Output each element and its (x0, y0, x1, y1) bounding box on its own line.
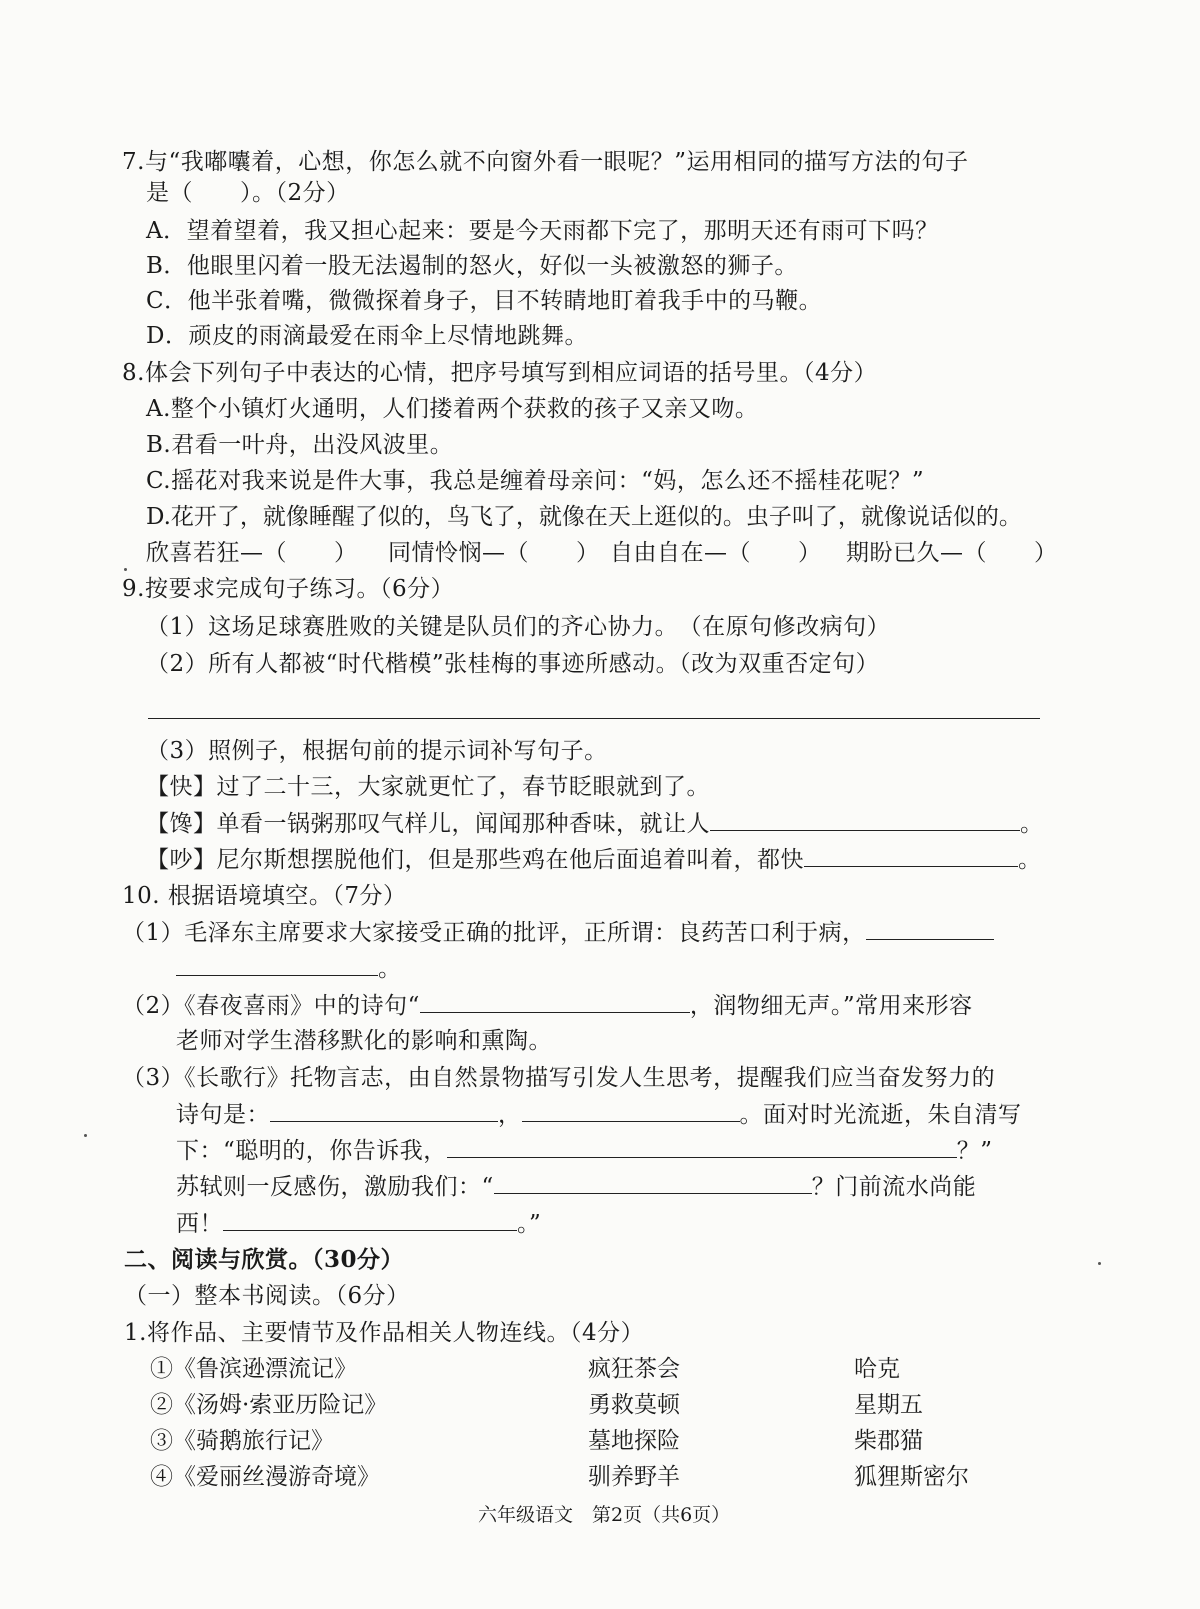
q8-option-b: B.君看一叶舟，出没风波里。 (146, 432, 454, 458)
q8-title: 8.体会下列句子中表达的心情，把序号填写到相应词语的括号里。（4分） (122, 360, 878, 386)
book-3[interactable]: ③《骑鹅旅行记》 (150, 1428, 334, 1454)
scan-speck (1098, 1262, 1101, 1265)
q10-part1-cont (176, 953, 402, 984)
q10-part3-text-f: ？” (956, 1138, 993, 1164)
q10-part3-blank-a[interactable] (270, 1099, 498, 1122)
q9-title: 9.按要求完成句子练习。（6分） (122, 576, 455, 602)
book-2[interactable]: ②《汤姆·索亚历险记》 (150, 1392, 388, 1418)
q10-part3-line5 (176, 1208, 541, 1239)
plot-4[interactable]: 驯养野羊 (588, 1464, 680, 1490)
q10-part2-cont: 老师对学生潜移默化的影响和熏陶。 (176, 1028, 552, 1054)
q8-option-c: C.摇花对我来说是件大事，我总是缠着母亲问：“妈，怎么还不摇桂花呢？” (146, 468, 925, 494)
q9-greedy-blank[interactable] (710, 808, 1020, 831)
section2-sub1: （一）整本书阅读。（6分） (124, 1283, 410, 1309)
q7-option-b: B．他眼里闪着一股无法遏制的怒火，好似一头被激怒的狮子。 (146, 253, 798, 279)
book-4[interactable]: ④《爱丽丝漫游奇境》 (150, 1464, 380, 1490)
q10-part3-text-g: 苏轼则一反感伤，激励我们：“ (176, 1174, 494, 1200)
book-1[interactable]: ①《鲁滨逊漂流记》 (150, 1356, 357, 1382)
q10-part3-text-c: ， (498, 1102, 522, 1128)
q10-part3-line1: （3）《长歌行》托物言志，由自然景物描写引发人生思考，提醒我们应当奋发努力的 (122, 1065, 996, 1091)
q10-part3-blank-b[interactable] (522, 1099, 740, 1122)
person-1[interactable]: 哈克 (854, 1356, 900, 1382)
q10-part3-blank-c[interactable] (447, 1135, 957, 1158)
q10-part1-end: 。 (378, 956, 402, 982)
q10-part3-text-h: ？门前流水尚能 (811, 1174, 977, 1200)
q10-part2-blank[interactable] (420, 990, 690, 1013)
q10-part3-line4 (176, 1171, 976, 1202)
person-3[interactable]: 柴郡猫 (854, 1428, 923, 1454)
plot-3[interactable]: 墓地探险 (588, 1428, 680, 1454)
q10-part1 (122, 917, 994, 948)
q7-stem-line1: 7.与“我嘟囔着，心想，你怎么就不向窗外看一眼呢？”运用相同的描写方法的句子 (122, 149, 969, 175)
q8-word-2[interactable]: 同情怜悯—（ ） (388, 540, 600, 566)
q10-part1-blank-a[interactable] (866, 917, 994, 940)
q10-part2-text-a: （2）《春夜喜雨》中的诗句“ (122, 993, 420, 1019)
scan-speck (84, 1134, 87, 1137)
q9-noisy-period: 。 (1018, 847, 1042, 873)
q10-title: 10. 根据语境填空。（7分） (122, 883, 407, 909)
plot-2[interactable]: 勇救莫顿 (588, 1392, 680, 1418)
q9-greedy-period: 。 (1020, 811, 1044, 837)
q10-part3-line2 (176, 1099, 1022, 1130)
q10-part3-text-j: 。” (517, 1211, 542, 1237)
person-4[interactable]: 狐狸斯密尔 (854, 1464, 969, 1490)
q9-sentence-2: （2）所有人都被“时代楷模”张桂梅的事迹所感动。（改为双重否定句） (146, 651, 880, 677)
q9-noisy-blank[interactable] (804, 844, 1018, 867)
q10-part3-text-e: 下：“聪明的，你告诉我， (176, 1138, 447, 1164)
q9-sentence-3: （3）照例子，根据句前的提示词补写句子。 (146, 738, 608, 764)
q10-part3-text-b: 诗句是： (176, 1102, 270, 1128)
q8-word-3[interactable]: 自由自在—（ ） (610, 540, 822, 566)
q10-part3-text-i: 西！ (176, 1211, 223, 1237)
q7-option-a: A．望着望着，我又担心起来：要是今天雨都下完了，那明天还有雨可下吗？ (146, 218, 939, 244)
q10-part1-blank-b[interactable] (176, 953, 378, 976)
q10-part2-text-b: ，润物细无声。”常用来形容 (689, 993, 973, 1019)
q7-option-d: D．顽皮的雨滴最爱在雨伞上尽情地跳舞。 (146, 323, 588, 349)
q9-example-greedy-text: 【馋】单看一锅粥那叹气样儿，闻闻那种香味，就让人 (146, 811, 710, 837)
q8-word-1[interactable]: 欣喜若狂—（ ） (146, 540, 358, 566)
q10-part1-text: （1）毛泽东主席要求大家接受正确的批评，正所谓：良药苦口利于病， (122, 920, 866, 946)
plot-1[interactable]: 疯狂茶会 (588, 1356, 680, 1382)
scan-speck (124, 568, 127, 571)
q7-stem-line2: 是（ ）。（2分） (146, 180, 350, 206)
page-footer: 六年级语文 第2页（共6页） (478, 1504, 731, 1526)
q10-part3-line3 (176, 1135, 993, 1166)
q8-option-d: D.花开了，就像睡醒了似的，鸟飞了，就像在天上逛似的。虫子叫了，就像说话似的。 (146, 504, 1022, 530)
q10-part3-text-d: 。面对时光流逝，朱自清写 (739, 1102, 1022, 1128)
section2-q1: 1.将作品、主要情节及作品相关人物连线。（4分） (124, 1320, 645, 1346)
q10-part3-blank-d[interactable] (494, 1171, 812, 1194)
section2-title: 二、阅读与欣赏。（30分） (124, 1246, 405, 1273)
person-2[interactable]: 星期五 (854, 1392, 923, 1418)
q8-option-a: A.整个小镇灯火通明，人们搂着两个获救的孩子又亲又吻。 (146, 396, 759, 422)
q8-word-4[interactable]: 期盼已久—（ ） (846, 540, 1058, 566)
q9-answer-line[interactable] (148, 718, 1040, 719)
q9-sentence-1: （1）这场足球赛胜败的关键是队员们的齐心协力。 （在原句修改病句） (146, 614, 891, 640)
q9-example-noisy-text: 【吵】尼尔斯想摆脱他们，但是那些鸡在他后面追着叫着，都快 (146, 847, 804, 873)
q7-option-c: C．他半张着嘴，微微探着身子，目不转睛地盯着我手中的马鞭。 (146, 288, 823, 314)
q9-example-fast: 【快】过了二十三，大家就更忙了，春节眨眼就到了。 (146, 774, 710, 800)
q9-example-noisy (146, 844, 1042, 875)
q10-part3-blank-e[interactable] (223, 1208, 517, 1231)
q10-part2 (122, 990, 973, 1021)
q9-example-greedy (146, 808, 1044, 839)
